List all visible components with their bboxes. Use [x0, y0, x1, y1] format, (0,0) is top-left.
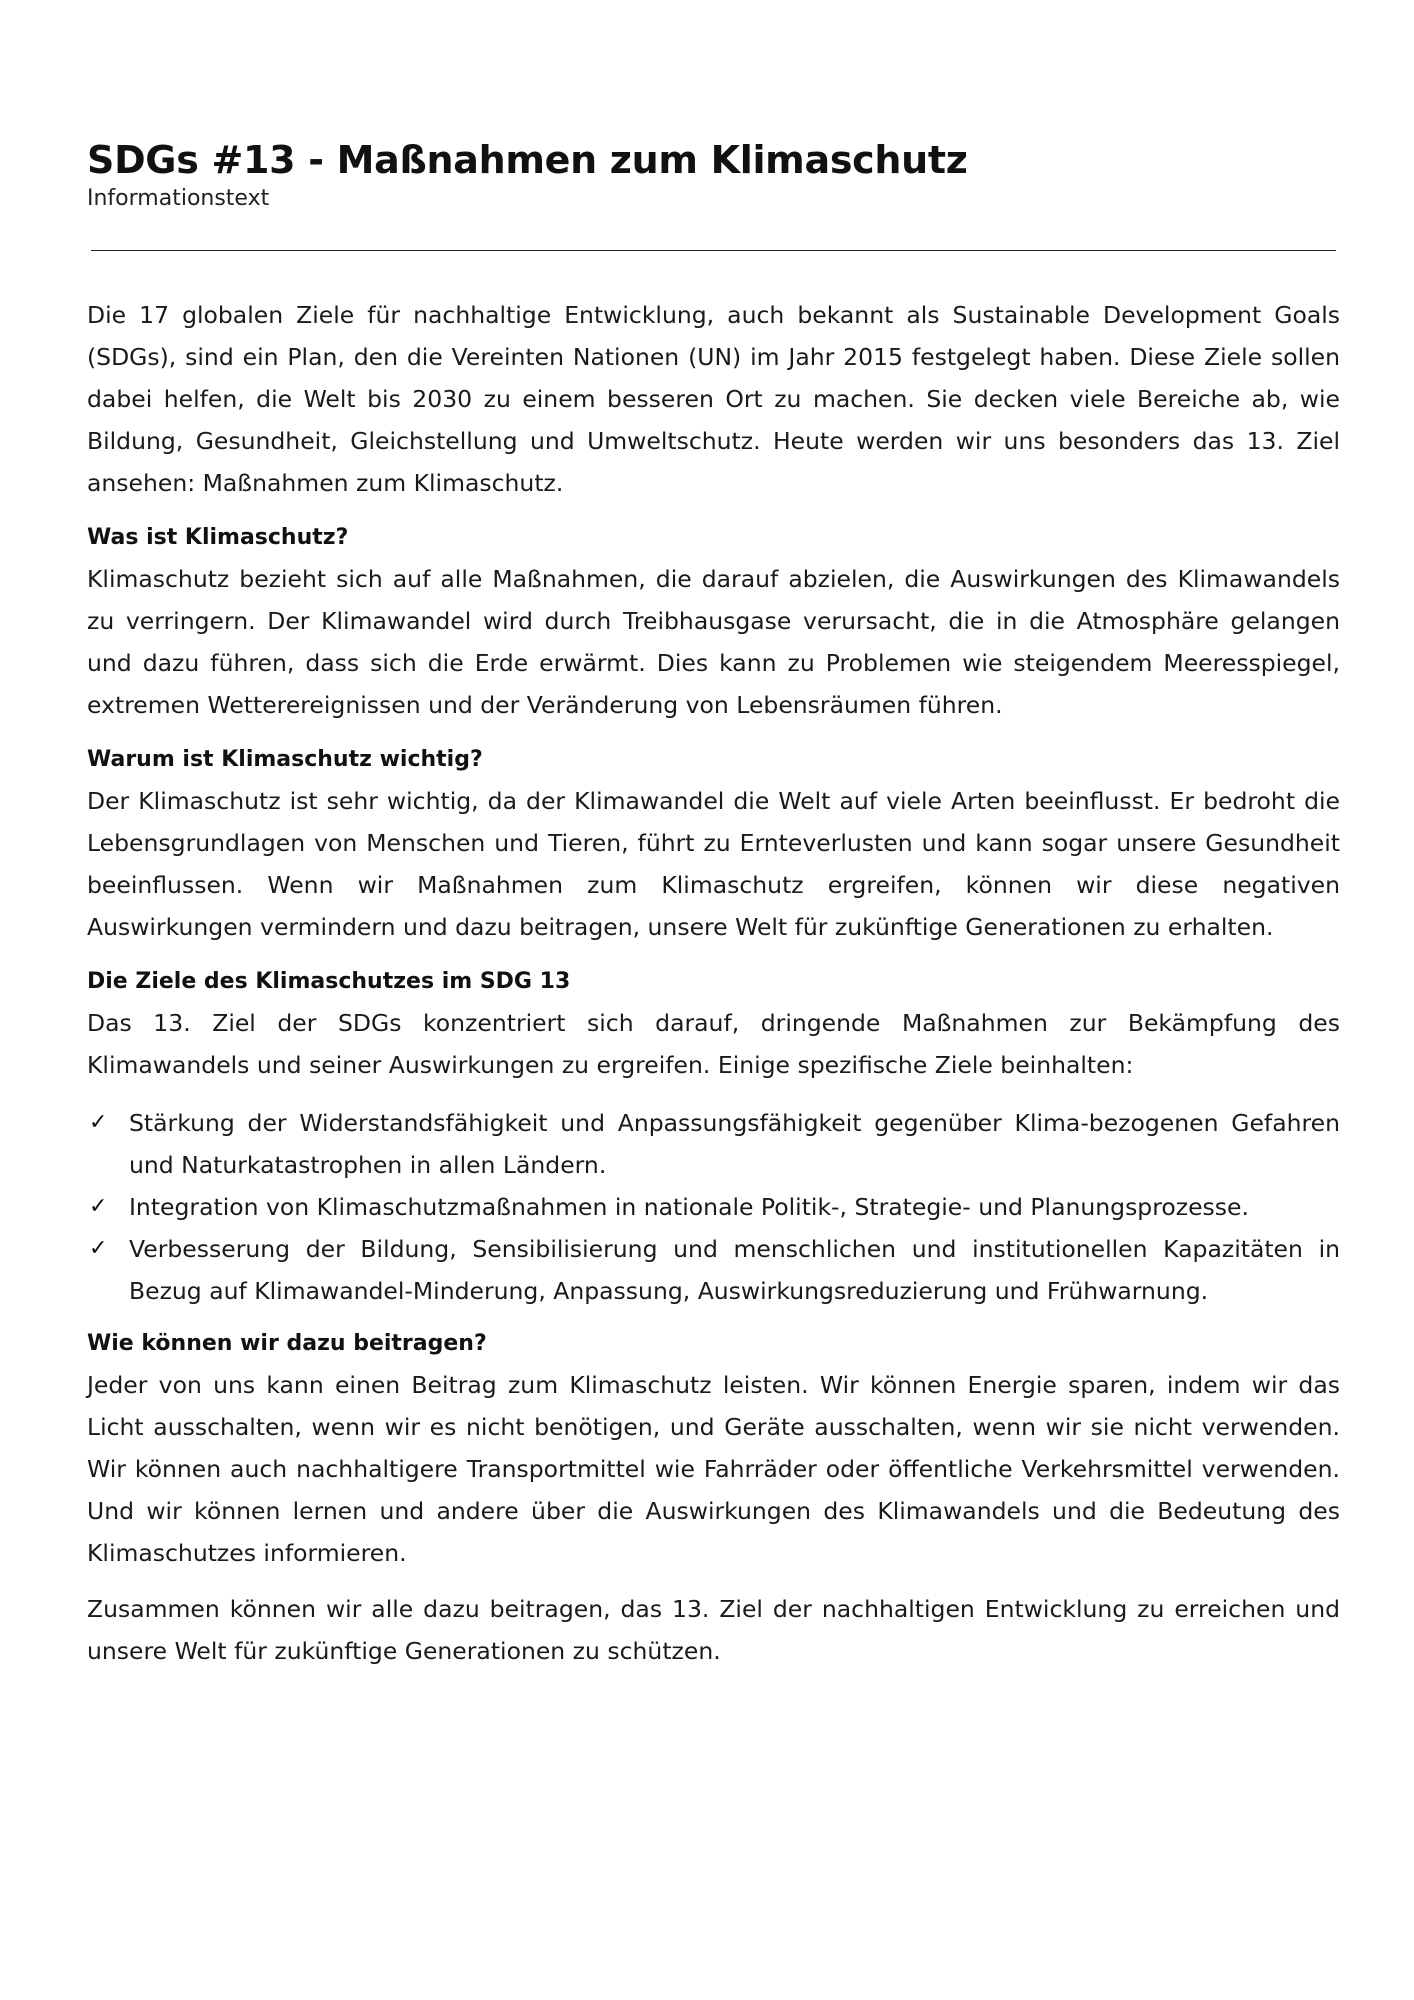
checkmark-icon: ✓ [89, 1194, 108, 1219]
intro-paragraph: Die 17 globalen Ziele für nachhaltige Entwicklung, auch bekannt als Sustainable Development Goals (SDGs), sind ein Plan, den die Vereinten Nationen (UN) im Jahr 2015 festgelegt haben. Diese Ziele sollen dabei helfen, die Welt bis 2030 zu einem besseren Ort zu machen. Sie decken viele Bereiche ab, wie Bildung, Gesundheit, Gleichstellung und Umweltschutz. Heute werden wir uns besonders das 13. Ziel ansehen: Maßnahmen zum Klimaschutz. [87, 301, 1340, 497]
section-warum-wichtig [87, 740, 1340, 948]
list-item [87, 1102, 1340, 1186]
section-heading: Warum ist Klimaschutz wichtig? [87, 747, 483, 772]
goal-text: Integration von Klimaschutzmaßnahmen in nationale Politik-, Strategie- und Planungsprozesse. [129, 1193, 1249, 1221]
document-title: SDGs #13 - Maßnahmen zum Klimaschutz [87, 138, 968, 182]
document-subtitle: Informationstext [87, 186, 270, 211]
goals-list [87, 1102, 1340, 1312]
list-item [87, 1186, 1340, 1228]
list-item [87, 1228, 1340, 1312]
document-body [87, 294, 1340, 1672]
section-paragraph: Der Klimaschutz ist sehr wichtig, da der Klimawandel die Welt auf viele Arten beeinflusst. Er bedroht die Lebensgrundlagen von Menschen und Tieren, führt zu Ernteverlusten und kann sogar unsere Gesundheit beeinflussen. Wenn wir Maßnahmen zum Klimaschutz ergreifen, können wir diese negativen Auswirkungen vermindern und dazu beitragen, unsere Welt für zukünftige Generationen zu erhalten. [87, 787, 1340, 941]
section-was-ist-klimaschutz [87, 518, 1340, 726]
title-divider [91, 250, 1336, 251]
section-ziele-sdg13 [87, 962, 1340, 1312]
section-paragraph: Jeder von uns kann einen Beitrag zum Klimaschutz leisten. Wir können Energie sparen, indem wir das Licht ausschalten, wenn wir es nicht benötigen, und Geräte ausschalten, wenn wir sie nicht verwenden. Wir können auch nachhaltigere Transportmittel wie Fahrräder oder öffentliche Verkehrsmittel verwenden. Und wir können lernen und andere über die Auswirkungen des Klimawandels und die Bedeutung des Klimaschutzes informieren. [87, 1371, 1340, 1567]
checkmark-icon: ✓ [89, 1236, 108, 1261]
conclusion-paragraph: Zusammen können wir alle dazu beitragen, das 13. Ziel der nachhaltigen Entwicklung zu erreichen und unsere Welt für zukünftige Generationen zu schützen. [87, 1595, 1340, 1665]
section-wie-beitragen [87, 1324, 1340, 1574]
section-heading: Die Ziele des Klimaschutzes im SDG 13 [87, 969, 571, 994]
goal-text: Stärkung der Widerstandsfähigkeit und Anpassungsfähigkeit gegenüber Klima-bezogenen Gefahren und Naturkatastrophen in allen Ländern. [129, 1109, 1340, 1179]
goal-text: Verbesserung der Bildung, Sensibilisierung und menschlichen und institutionellen Kapazitäten in Bezug auf Klimawandel-Minderung, Anpassung, Auswirkungsreduzierung und Frühwarnung. [129, 1235, 1340, 1305]
section-heading: Was ist Klimaschutz? [87, 525, 349, 550]
checkmark-icon: ✓ [89, 1110, 108, 1135]
document-page [87, 136, 1340, 1672]
section-paragraph: Das 13. Ziel der SDGs konzentriert sich darauf, dringende Maßnahmen zur Bekämpfung des Klimawandels und seiner Auswirkungen zu ergreifen. Einige spezifische Ziele beinhalten: [87, 1009, 1340, 1079]
section-heading: Wie können wir dazu beitragen? [87, 1331, 487, 1356]
section-paragraph: Klimaschutz bezieht sich auf alle Maßnahmen, die darauf abzielen, die Auswirkungen des Klimawandels zu verringern. Der Klimawandel wird durch Treibhausgase verursacht, die in die Atmosphäre gelangen und dazu führen, dass sich die Erde erwärmt. Dies kann zu Problemen wie steigendem Meeresspiegel, extremen Wetterereignissen und der Veränderung von Lebensräumen führen. [87, 565, 1340, 719]
